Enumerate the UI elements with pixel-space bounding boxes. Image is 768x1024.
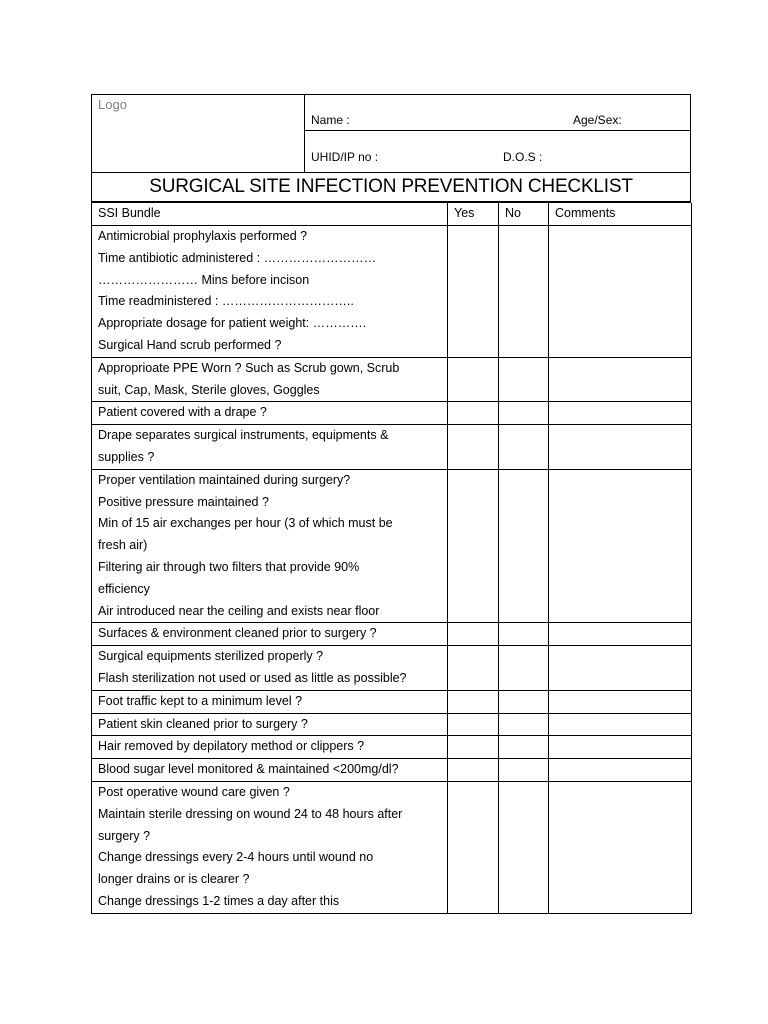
checklist-item (92, 736, 448, 759)
comments-cell[interactable] (549, 357, 692, 402)
no-cell[interactable] (499, 736, 549, 759)
checklist-item-line: Change dressings 1-2 times a day after this (98, 893, 340, 908)
checklist-item (92, 781, 448, 913)
patient-info-row-1 (305, 95, 691, 131)
checklist-item-line: Patient skin cleaned prior to surgery ? (98, 716, 308, 731)
ssi-checklist-table (91, 203, 692, 914)
no-cell[interactable] (499, 690, 549, 713)
no-cell[interactable] (499, 759, 549, 782)
checklist-item-line: supplies ? (98, 449, 155, 464)
table-row (92, 357, 692, 402)
no-cell[interactable] (499, 646, 549, 691)
table-row (92, 226, 692, 358)
checklist-body (92, 226, 692, 914)
dos-label: D.O.S : (503, 150, 543, 164)
no-cell[interactable] (499, 226, 549, 358)
comments-cell[interactable] (549, 425, 692, 470)
no-cell[interactable] (499, 469, 549, 623)
checklist-item-line: Maintain sterile dressing on wound 24 to 48 hours after (98, 806, 403, 821)
table-row (92, 759, 692, 782)
checklist-item-line: Surgical Hand scrub performed ? (98, 337, 282, 352)
checklist-item-line: Filtering air through two filters that provide 90% (98, 559, 360, 574)
checklist-item-line: Time readministered : ………………………….. (98, 294, 354, 309)
yes-cell[interactable] (448, 759, 499, 782)
checklist-item-line: suit, Cap, Mask, Sterile gloves, Goggles (98, 382, 320, 397)
yes-cell[interactable] (448, 690, 499, 713)
no-cell[interactable] (499, 623, 549, 646)
checklist-item-line: efficiency (98, 581, 150, 596)
age-sex-label: Age/Sex: (573, 113, 622, 127)
checklist-item-line: Surfaces & environment cleaned prior to surgery ? (98, 626, 377, 641)
table-header-row (92, 203, 692, 226)
checklist-item (92, 646, 448, 691)
yes-cell[interactable] (448, 469, 499, 623)
checklist-item-line: Hair removed by depilatory method or clippers ? (98, 739, 365, 754)
checklist-item-line: longer drains or is clearer ? (98, 872, 250, 887)
checklist-item (92, 469, 448, 623)
checklist-item-line: Flash sterilization not used or used as little as possible? (98, 670, 407, 685)
table-row (92, 713, 692, 736)
table-row (92, 646, 692, 691)
no-cell[interactable] (499, 357, 549, 402)
checklist-item-line: Change dressings every 2-4 hours until wound no (98, 850, 374, 865)
checklist-item-line: Drape separates surgical instruments, equipments & (98, 428, 389, 443)
no-cell[interactable] (499, 425, 549, 470)
no-cell[interactable] (499, 402, 549, 425)
checklist-item-line: Approprioate PPE Worn ? Such as Scrub gown, Scrub (98, 360, 400, 375)
form-header (91, 94, 691, 173)
checklist-item-line: fresh air) (98, 538, 148, 553)
table-row (92, 623, 692, 646)
comments-cell[interactable] (549, 781, 692, 913)
checklist-item (92, 226, 448, 358)
column-header-ssi-bundle: SSI Bundle (92, 203, 448, 226)
checklist-item (92, 425, 448, 470)
yes-cell[interactable] (448, 736, 499, 759)
checklist-item (92, 690, 448, 713)
yes-cell[interactable] (448, 713, 499, 736)
comments-cell[interactable] (549, 469, 692, 623)
comments-cell[interactable] (549, 226, 692, 358)
checklist-item-line: Proper ventilation maintained during surgery? (98, 472, 351, 487)
checklist-item-line: Post operative wound care given ? (98, 784, 290, 799)
yes-cell[interactable] (448, 646, 499, 691)
table-row (92, 736, 692, 759)
table-row (92, 402, 692, 425)
patient-info-block (304, 95, 691, 172)
table-row (92, 469, 692, 623)
checklist-item-line: Air introduced near the ceiling and exists near floor (98, 603, 380, 618)
checklist-item-line: Foot traffic kept to a minimum level ? (98, 693, 303, 708)
checklist-item-line: surgery ? (98, 828, 151, 843)
checklist-item-line: Antimicrobial prophylaxis performed ? (98, 229, 308, 243)
checklist-item-line: Min of 15 air exchanges per hour (3 of which must be (98, 516, 393, 531)
name-label: Name : (311, 113, 350, 127)
checklist-item-line: Blood sugar level monitored & maintained <200mg/dl? (98, 762, 399, 777)
column-header-comments: Comments (549, 203, 692, 226)
table-row (92, 690, 692, 713)
checklist-item (92, 623, 448, 646)
yes-cell[interactable] (448, 623, 499, 646)
column-header-no: No (499, 203, 549, 226)
page-title: SURGICAL SITE INFECTION PREVENTION CHECKLIST (91, 173, 691, 203)
checklist-item (92, 357, 448, 402)
yes-cell[interactable] (448, 402, 499, 425)
no-cell[interactable] (499, 713, 549, 736)
table-row (92, 425, 692, 470)
checklist-item-line: Positive pressure maintained ? (98, 494, 269, 509)
checklist-form (91, 94, 691, 914)
no-cell[interactable] (499, 781, 549, 913)
comments-cell[interactable] (549, 402, 692, 425)
checklist-item-line: Patient covered with a drape ? (98, 405, 267, 420)
uhid-label: UHID/IP no : (311, 150, 379, 164)
table-row (92, 781, 692, 913)
checklist-item (92, 713, 448, 736)
checklist-item-line: Time antibiotic administered : ……………………… (98, 250, 377, 265)
checklist-item-line: …………………… Mins before incison (98, 272, 310, 287)
comments-cell[interactable] (549, 623, 692, 646)
comments-cell[interactable] (549, 736, 692, 759)
yes-cell[interactable] (448, 425, 499, 470)
comments-cell[interactable] (549, 690, 692, 713)
checklist-item-line: Surgical equipments sterilized properly ? (98, 649, 324, 664)
comments-cell[interactable] (549, 759, 692, 782)
checklist-item (92, 759, 448, 782)
checklist-item-line: Appropriate dosage for patient weight: …………. (98, 316, 367, 331)
yes-cell[interactable] (448, 781, 499, 913)
column-header-yes: Yes (448, 203, 499, 226)
checklist-item (92, 402, 448, 425)
yes-cell[interactable] (448, 226, 499, 358)
logo-placeholder: Logo (98, 97, 127, 112)
comments-cell[interactable] (549, 713, 692, 736)
comments-cell[interactable] (549, 646, 692, 691)
yes-cell[interactable] (448, 357, 499, 402)
